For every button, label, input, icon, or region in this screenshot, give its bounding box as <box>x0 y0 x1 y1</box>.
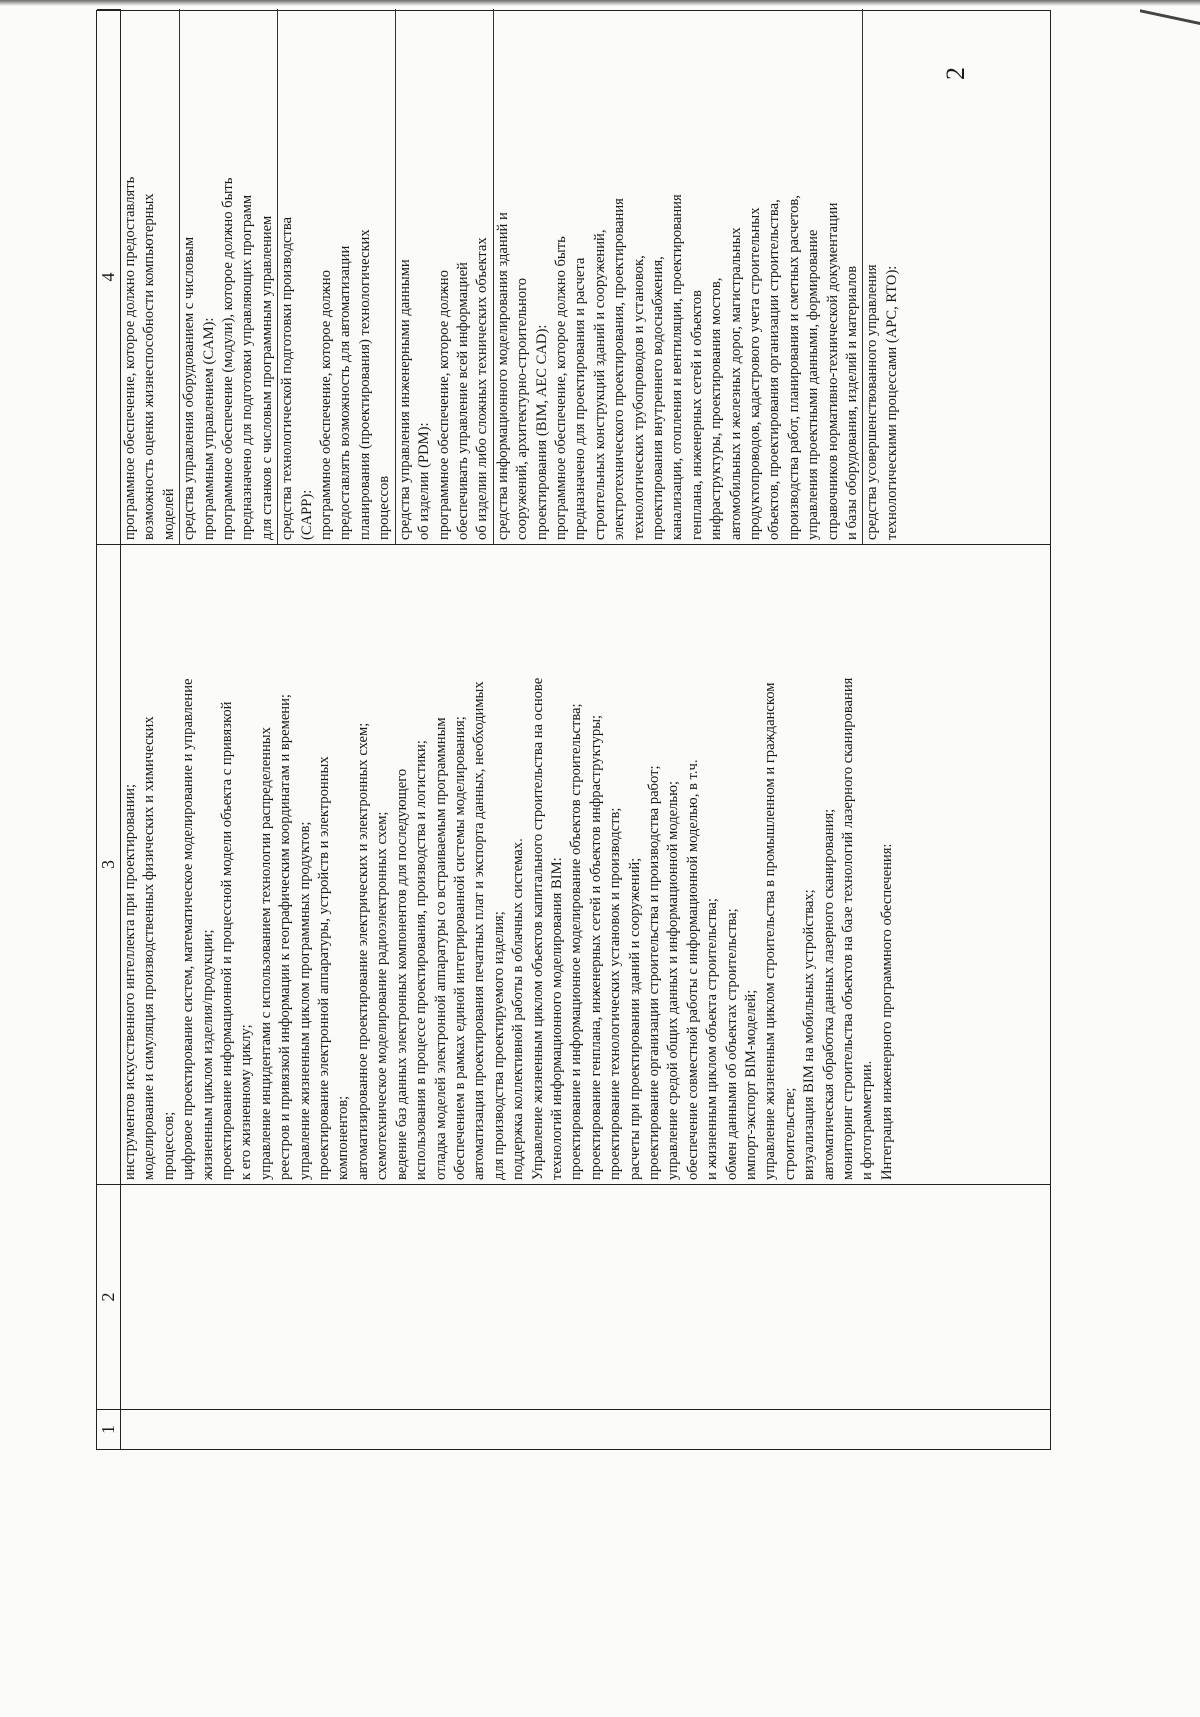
column-4-text-line: инфраструктуры, проектирования мостов, <box>708 277 725 540</box>
column-4-text-line: средства усовершенствованного управления <box>864 264 881 540</box>
column-4-text-line: процессов <box>376 475 393 540</box>
column-4-text-line: программное обеспечение, которое должно предоставлять <box>122 176 138 540</box>
column-4-text-line: программным управлением (CAM): <box>200 317 217 540</box>
column-4-text-line: планирования (проектирования) технологических <box>356 229 373 540</box>
column-4-text-line: программное обеспечение (модули), которое должно быть <box>220 177 237 540</box>
column-4-row <box>121 9 180 544</box>
column-3-text-line: автоматическая обработка данных лазерного сканирования; <box>820 808 837 1180</box>
column-3-text-line: жизненным циклом изделия/продукции; <box>199 929 216 1180</box>
column-4-text-line: справочников нормативно-технической документации <box>824 202 841 540</box>
column-4-text-line: продуктопроводов, кадастрового учета строительных <box>747 207 763 540</box>
column-4-row <box>278 9 395 544</box>
column-4-text-line: возможность оценки жизнеспособности компьютерных <box>141 193 158 540</box>
requirements-table <box>96 10 1051 1450</box>
column-3-text-line: управление средой общих данных и информационной моделью; <box>665 780 682 1180</box>
column-4-text-line: проектирования (BIM, AEC CAD): <box>533 324 550 540</box>
column-3-text-line: управление жизненным циклом программных продуктов; <box>296 821 313 1180</box>
column-header-2: 2 <box>97 1184 121 1409</box>
column-3-text-line: реестров и привязкой информации к географическим координатам и времени; <box>277 694 294 1180</box>
column-3-text-line: управление инцидентами с использованием технологии распределенных <box>257 727 274 1180</box>
column-4-text-line: средства информационного моделирования зданий и <box>494 212 511 540</box>
column-3-text-line: к его жизненному циклу; <box>238 1024 255 1180</box>
column-3-text-line: визуализация BIM на мобильных устройствах; <box>801 889 818 1180</box>
column-4-text-line: средства управления инженерными данными <box>396 259 413 540</box>
column-4-text-line: (CAPP): <box>298 489 315 540</box>
column-4-text-line: средства технологической подготовки производства <box>279 216 296 540</box>
column-3-text-line: для производства проектируемого изделия; <box>490 911 507 1180</box>
column-3-cell <box>121 544 1050 1184</box>
column-3-text-line: использования в процессе проектирования, производства и логистики; <box>413 740 430 1180</box>
column-3-text-line: проектирование технологических установок и производств; <box>607 807 624 1180</box>
column-4-text-line: программное обеспечение, которое должно <box>435 270 452 540</box>
column-4-text-line: предназначено для проектирования и расчета <box>572 257 589 540</box>
column-4-row <box>863 9 902 544</box>
column-4-text-line: средства управления оборудованием с числовым <box>181 236 198 540</box>
column-4-text-line: производства работ, планирования и сметных расчетов, <box>785 195 802 540</box>
column-4-text-line: автомобильных и железных дорог, магистральных <box>727 227 744 540</box>
column-header-4: 4 <box>97 9 121 544</box>
column-4-row <box>180 9 278 544</box>
column-3-text-line: проектирование и информационное моделирование объектов строительства; <box>568 703 585 1180</box>
column-3-text-line: строительстве; <box>781 1087 798 1180</box>
column-4-text-line: сооружений, архитектурно-строительного <box>514 277 531 540</box>
column-header-1: 1 <box>97 1409 121 1449</box>
column-1-cell <box>121 1409 1050 1449</box>
column-4-text-line: канализации, отопления и вентиляции, проектирования <box>669 194 686 540</box>
column-4-text-line: об изделии либо сложных технических объектах <box>474 237 491 540</box>
column-3-text-line: проектирование электронной аппаратуры, устройств и электронных <box>316 756 333 1180</box>
column-3-text-line: компонентов; <box>335 1095 352 1180</box>
column-3-text-line: цифровое проектирование систем, математическое моделирование и управление <box>180 678 197 1180</box>
column-4-text-line: проектирования внутреннего водоснабжения, <box>649 256 666 540</box>
column-4-text-line: предоставлять возможность для автоматизации <box>337 245 354 540</box>
column-3-text-line: и фотограмметрии. <box>859 1060 876 1180</box>
column-3-text-line: и жизненным циклом объекта строительства; <box>704 898 721 1180</box>
column-4-text-line: предназначено для подготовки управляющих программ <box>239 194 256 540</box>
column-3-text-line: обмен данными об объектах строительства; <box>723 908 740 1180</box>
column-3-text-line: отладка моделей электронной аппаратуры со встраиваемым программным <box>432 717 449 1180</box>
column-3-text-line: проектирование организации строительства и производства работ; <box>645 765 662 1180</box>
column-3-text-line: проектирование информационной и процессной модели объекта с привязкой <box>219 701 236 1180</box>
column-4-text-line: обеспечивать управление всей информацией <box>454 262 471 540</box>
column-3-text-line: Управление жизненным циклом объектов капитального строительства на основе <box>529 677 546 1180</box>
column-3-text-line: обеспечение совместной работы с информационной моделью, в т.ч. <box>684 759 701 1180</box>
column-4-text-line: объектов, проектирования организации строительства, <box>766 199 783 540</box>
column-4-cell <box>121 9 1050 544</box>
column-3-text-line: схемотехническое моделирование радиоэлектронных схем; <box>374 811 391 1180</box>
column-4-text-line: моделей <box>160 488 177 540</box>
column-4-text-line: генплана, инженерных сетей и объектов <box>688 290 705 540</box>
column-4-text-line: технологических трубопроводов и установок, <box>630 255 647 540</box>
column-3-text-line: импорт-экспорт BIM-моделей; <box>743 989 759 1180</box>
column-3-text-line: проектирование генплана, инженерных сетей и объектов инфраструктуры; <box>587 714 604 1180</box>
column-4-row <box>494 9 864 544</box>
column-4-text-line: технологическими процессами (APC, RTO): <box>883 265 900 540</box>
column-4-text-line: для станков с числовым программным управлением <box>258 215 275 540</box>
column-4-text-line: электротехнического проектирования, проектирования <box>611 198 628 540</box>
column-3-text-line: ведение баз данных электронных компонентов для последующего <box>393 768 410 1180</box>
column-3-text-line: технологий информационного моделирования BIM: <box>548 857 565 1180</box>
column-3-text-line: расчеты при проектировании зданий и сооружений; <box>626 857 643 1180</box>
column-3-text-line: обеспечением в рамках единой интегрированной системы моделирования; <box>451 716 468 1180</box>
column-2-cell <box>121 1184 1050 1409</box>
column-4-text-line: об изделии (PDM): <box>416 422 433 540</box>
column-4-text-line: управления проектными данными, формирование <box>805 229 822 540</box>
column-3-text-line: мониторинг строительства объектов на базе технологий лазерного сканирования <box>840 677 857 1180</box>
column-3-text-line: управление жизненным циклом строительства в промышленном и гражданском <box>762 682 779 1180</box>
column-3-text-line: автоматизация проектирования печатных плат и экспорта данных, необходимых <box>471 681 488 1180</box>
column-4-row <box>396 9 494 544</box>
column-3-text-line: поддержка коллективной работы в облачных системах. <box>510 838 527 1180</box>
rotated-page-content <box>96 0 1106 1600</box>
column-3-text-line: автоматизированное проектирование электрических и электронных схем; <box>354 722 371 1180</box>
column-header-3: 3 <box>97 544 121 1184</box>
column-4-text-line: строительных конструкций зданий и сооружений, <box>591 229 608 540</box>
column-4-text-line: программное обеспечение, которое должно <box>318 270 335 540</box>
column-3-text-line: инструментов искусственного интеллекта при проектировании; <box>122 783 138 1180</box>
page-number: 2 <box>941 67 970 80</box>
column-4-text-line: программное обеспечение, которое должно быть <box>552 236 569 540</box>
column-3-text-line: Интеграция инженерного программного обеспечения: <box>878 843 895 1180</box>
column-3-text-line: процессов; <box>160 1111 177 1180</box>
column-4-text-line: и базы оборудования, изделий и материалов <box>844 265 861 540</box>
column-3-text-line: моделирование и симуляция производственных физических и химических <box>141 716 158 1180</box>
